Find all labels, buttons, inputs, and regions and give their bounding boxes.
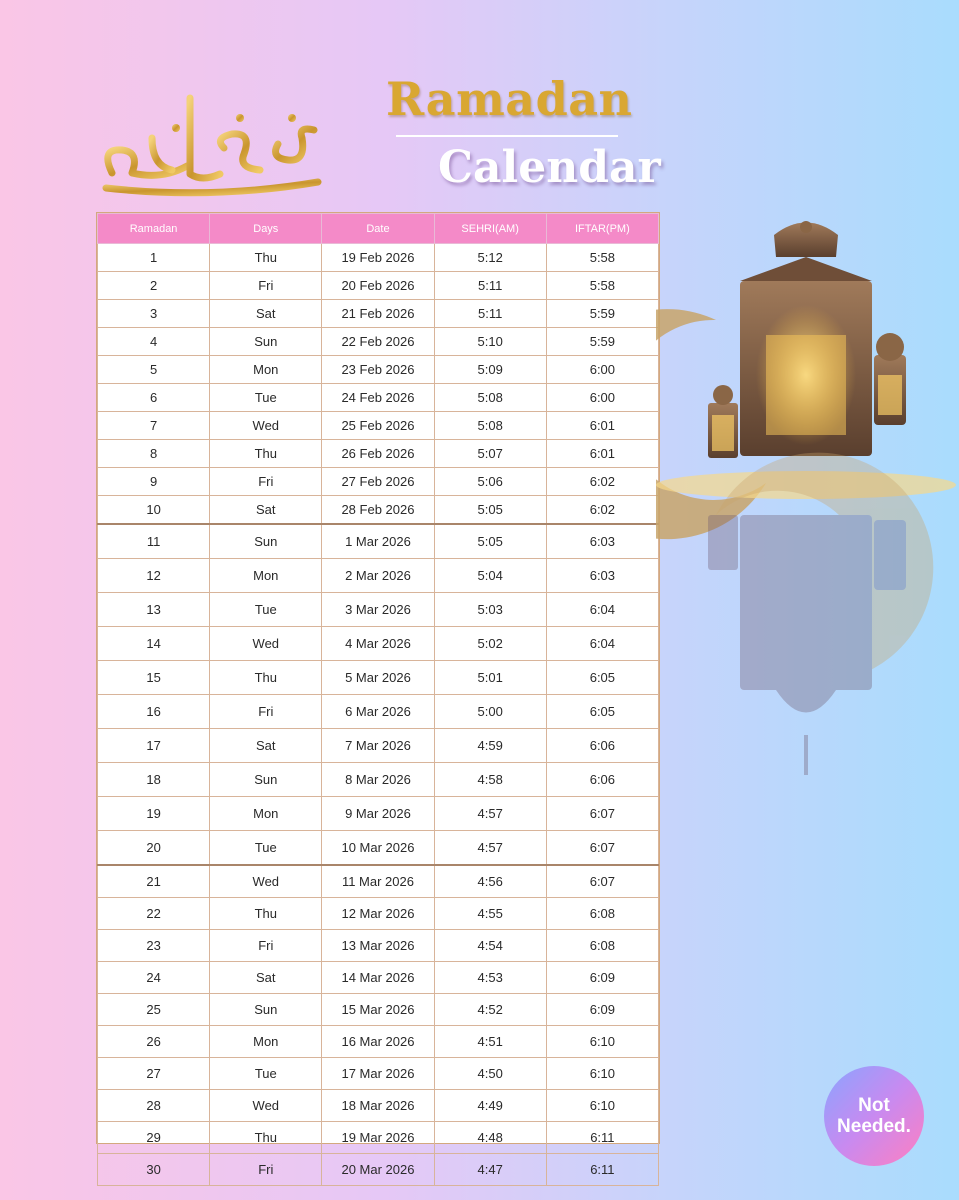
table-row	[98, 244, 659, 272]
cell-weekday: Thu	[210, 898, 322, 930]
cell-ramadan-day: 1	[98, 244, 210, 272]
lantern-crescent-illustration	[656, 215, 956, 785]
cell-ramadan-day: 19	[98, 797, 210, 831]
table-row	[98, 1154, 659, 1186]
cell-weekday: Mon	[210, 356, 322, 384]
cell-weekday: Fri	[210, 930, 322, 962]
cell-iftar: 6:09	[546, 994, 658, 1026]
cell-date: 16 Mar 2026	[322, 1026, 434, 1058]
cell-weekday: Sat	[210, 300, 322, 328]
table-row	[98, 1026, 659, 1058]
cell-sehri: 5:07	[434, 440, 546, 468]
cell-iftar: 6:01	[546, 412, 658, 440]
cell-weekday: Thu	[210, 244, 322, 272]
table-row	[98, 272, 659, 300]
cell-iftar: 6:05	[546, 695, 658, 729]
table-row	[98, 627, 659, 661]
table-row	[98, 384, 659, 412]
cell-sehri: 5:09	[434, 356, 546, 384]
cell-date: 8 Mar 2026	[322, 763, 434, 797]
cell-iftar: 6:06	[546, 729, 658, 763]
cell-ramadan-day: 12	[98, 559, 210, 593]
table-row	[98, 1122, 659, 1154]
table-row	[98, 440, 659, 468]
cell-ramadan-day: 18	[98, 763, 210, 797]
badge-line-1: Not	[858, 1095, 890, 1116]
cell-sehri: 5:05	[434, 496, 546, 525]
cell-sehri: 4:57	[434, 797, 546, 831]
table-row	[98, 468, 659, 496]
cell-weekday: Fri	[210, 695, 322, 729]
cell-date: 20 Mar 2026	[322, 1154, 434, 1186]
cell-sehri: 5:08	[434, 384, 546, 412]
cell-date: 9 Mar 2026	[322, 797, 434, 831]
cell-iftar: 6:07	[546, 865, 658, 898]
cell-date: 27 Feb 2026	[322, 468, 434, 496]
cell-ramadan-day: 24	[98, 962, 210, 994]
cell-iftar: 6:04	[546, 593, 658, 627]
cell-ramadan-day: 6	[98, 384, 210, 412]
table-row	[98, 994, 659, 1026]
cell-sehri: 4:52	[434, 994, 546, 1026]
not-needed-badge	[824, 1066, 924, 1166]
cell-ramadan-day: 27	[98, 1058, 210, 1090]
cell-iftar: 6:06	[546, 763, 658, 797]
cell-date: 5 Mar 2026	[322, 661, 434, 695]
cell-ramadan-day: 7	[98, 412, 210, 440]
cell-sehri: 5:05	[434, 524, 546, 559]
cell-date: 12 Mar 2026	[322, 898, 434, 930]
cell-ramadan-day: 13	[98, 593, 210, 627]
cell-ramadan-day: 30	[98, 1154, 210, 1186]
cell-sehri: 5:02	[434, 627, 546, 661]
cell-date: 22 Feb 2026	[322, 328, 434, 356]
cell-weekday: Tue	[210, 593, 322, 627]
table-row	[98, 962, 659, 994]
cell-iftar: 6:03	[546, 559, 658, 593]
cell-ramadan-day: 22	[98, 898, 210, 930]
cell-sehri: 4:57	[434, 831, 546, 866]
table-row	[98, 729, 659, 763]
cell-date: 26 Feb 2026	[322, 440, 434, 468]
cell-iftar: 6:05	[546, 661, 658, 695]
cell-sehri: 5:03	[434, 593, 546, 627]
cell-iftar: 6:07	[546, 831, 658, 866]
cell-weekday: Mon	[210, 797, 322, 831]
cell-ramadan-day: 23	[98, 930, 210, 962]
cell-iftar: 6:08	[546, 898, 658, 930]
cell-iftar: 5:58	[546, 244, 658, 272]
cell-weekday: Sun	[210, 328, 322, 356]
table-row	[98, 524, 659, 559]
badge-line-2: Needed.	[837, 1116, 911, 1137]
cell-weekday: Wed	[210, 865, 322, 898]
table-row	[98, 300, 659, 328]
table-row	[98, 930, 659, 962]
cell-iftar: 6:02	[546, 468, 658, 496]
cell-iftar: 6:09	[546, 962, 658, 994]
cell-ramadan-day: 28	[98, 1090, 210, 1122]
cell-ramadan-day: 17	[98, 729, 210, 763]
header-iftar: IFTAR(PM)	[546, 214, 658, 244]
cell-weekday: Tue	[210, 1058, 322, 1090]
cell-weekday: Fri	[210, 272, 322, 300]
cell-sehri: 5:11	[434, 272, 546, 300]
cell-sehri: 4:59	[434, 729, 546, 763]
cell-date: 28 Feb 2026	[322, 496, 434, 525]
table-row	[98, 1058, 659, 1090]
cell-weekday: Sat	[210, 729, 322, 763]
table-row	[98, 593, 659, 627]
cell-weekday: Thu	[210, 661, 322, 695]
table-row	[98, 661, 659, 695]
cell-sehri: 4:49	[434, 1090, 546, 1122]
cell-sehri: 5:00	[434, 695, 546, 729]
table-row	[98, 1090, 659, 1122]
cell-ramadan-day: 20	[98, 831, 210, 866]
cell-date: 4 Mar 2026	[322, 627, 434, 661]
cell-ramadan-day: 25	[98, 994, 210, 1026]
table-row	[98, 695, 659, 729]
table-row	[98, 763, 659, 797]
cell-iftar: 6:10	[546, 1090, 658, 1122]
cell-date: 6 Mar 2026	[322, 695, 434, 729]
cell-weekday: Fri	[210, 468, 322, 496]
cell-ramadan-day: 29	[98, 1122, 210, 1154]
cell-date: 7 Mar 2026	[322, 729, 434, 763]
cell-date: 2 Mar 2026	[322, 559, 434, 593]
cell-sehri: 4:55	[434, 898, 546, 930]
title-ramadan: Ramadan	[386, 72, 633, 126]
cell-sehri: 5:10	[434, 328, 546, 356]
cell-weekday: Tue	[210, 831, 322, 866]
cell-ramadan-day: 26	[98, 1026, 210, 1058]
title-divider	[396, 135, 618, 137]
cell-iftar: 6:08	[546, 930, 658, 962]
cell-weekday: Wed	[210, 627, 322, 661]
cell-iftar: 6:10	[546, 1026, 658, 1058]
cell-iftar: 6:04	[546, 627, 658, 661]
cell-date: 24 Feb 2026	[322, 384, 434, 412]
cell-sehri: 5:04	[434, 559, 546, 593]
cell-weekday: Mon	[210, 1026, 322, 1058]
cell-ramadan-day: 9	[98, 468, 210, 496]
cell-ramadan-day: 5	[98, 356, 210, 384]
cell-date: 25 Feb 2026	[322, 412, 434, 440]
table-row	[98, 898, 659, 930]
header-sehri: SEHRI(AM)	[434, 214, 546, 244]
cell-ramadan-day: 15	[98, 661, 210, 695]
table-row	[98, 328, 659, 356]
cell-iftar: 6:10	[546, 1058, 658, 1090]
cell-weekday: Wed	[210, 1090, 322, 1122]
cell-ramadan-day: 2	[98, 272, 210, 300]
cell-date: 13 Mar 2026	[322, 930, 434, 962]
cell-iftar: 6:01	[546, 440, 658, 468]
cell-date: 23 Feb 2026	[322, 356, 434, 384]
cell-weekday: Thu	[210, 440, 322, 468]
cell-ramadan-day: 21	[98, 865, 210, 898]
table-row	[98, 831, 659, 866]
cell-date: 3 Mar 2026	[322, 593, 434, 627]
cell-sehri: 4:56	[434, 865, 546, 898]
table-row	[98, 559, 659, 593]
cell-ramadan-day: 8	[98, 440, 210, 468]
cell-sehri: 4:58	[434, 763, 546, 797]
cell-ramadan-day: 3	[98, 300, 210, 328]
cell-date: 11 Mar 2026	[322, 865, 434, 898]
cell-iftar: 6:02	[546, 496, 658, 525]
cell-weekday: Sun	[210, 994, 322, 1026]
table-row	[98, 356, 659, 384]
cell-weekday: Tue	[210, 384, 322, 412]
cell-sehri: 4:48	[434, 1122, 546, 1154]
table-row	[98, 797, 659, 831]
cell-iftar: 5:58	[546, 272, 658, 300]
cell-iftar: 5:59	[546, 328, 658, 356]
header-ramadan: Ramadan	[98, 214, 210, 244]
cell-weekday: Fri	[210, 1154, 322, 1186]
cell-ramadan-day: 11	[98, 524, 210, 559]
cell-date: 20 Feb 2026	[322, 272, 434, 300]
cell-iftar: 5:59	[546, 300, 658, 328]
cell-iftar: 6:03	[546, 524, 658, 559]
cell-sehri: 4:51	[434, 1026, 546, 1058]
cell-date: 1 Mar 2026	[322, 524, 434, 559]
cell-ramadan-day: 14	[98, 627, 210, 661]
cell-iftar: 6:11	[546, 1122, 658, 1154]
cell-sehri: 5:08	[434, 412, 546, 440]
header-date: Date	[322, 214, 434, 244]
cell-iftar: 6:00	[546, 356, 658, 384]
ramadan-calendar-table	[96, 212, 660, 1177]
cell-date: 19 Feb 2026	[322, 244, 434, 272]
cell-sehri: 4:47	[434, 1154, 546, 1186]
cell-sehri: 4:50	[434, 1058, 546, 1090]
table-row	[98, 865, 659, 898]
cell-date: 14 Mar 2026	[322, 962, 434, 994]
cell-ramadan-day: 10	[98, 496, 210, 525]
cell-weekday: Sun	[210, 524, 322, 559]
cell-sehri: 5:11	[434, 300, 546, 328]
cell-iftar: 6:00	[546, 384, 658, 412]
title-block	[380, 72, 661, 202]
cell-date: 17 Mar 2026	[322, 1058, 434, 1090]
cell-iftar: 6:11	[546, 1154, 658, 1186]
table-row	[98, 496, 659, 525]
table-row	[98, 412, 659, 440]
cell-weekday: Thu	[210, 1122, 322, 1154]
cell-date: 15 Mar 2026	[322, 994, 434, 1026]
cell-sehri: 5:06	[434, 468, 546, 496]
ramadan-kareem-calligraphy	[92, 78, 328, 203]
cell-sehri: 4:53	[434, 962, 546, 994]
cell-date: 19 Mar 2026	[322, 1122, 434, 1154]
title-calendar: Calendar	[438, 142, 661, 193]
cell-date: 18 Mar 2026	[322, 1090, 434, 1122]
cell-sehri: 5:12	[434, 244, 546, 272]
table-body	[98, 244, 659, 1186]
cell-ramadan-day: 16	[98, 695, 210, 729]
cell-weekday: Wed	[210, 412, 322, 440]
table-header-row	[98, 214, 659, 244]
cell-weekday: Sat	[210, 496, 322, 525]
cell-weekday: Sat	[210, 962, 322, 994]
cell-date: 10 Mar 2026	[322, 831, 434, 866]
cell-sehri: 4:54	[434, 930, 546, 962]
cell-weekday: Mon	[210, 559, 322, 593]
cell-weekday: Sun	[210, 763, 322, 797]
cell-iftar: 6:07	[546, 797, 658, 831]
cell-ramadan-day: 4	[98, 328, 210, 356]
header-days: Days	[210, 214, 322, 244]
cell-date: 21 Feb 2026	[322, 300, 434, 328]
cell-sehri: 5:01	[434, 661, 546, 695]
